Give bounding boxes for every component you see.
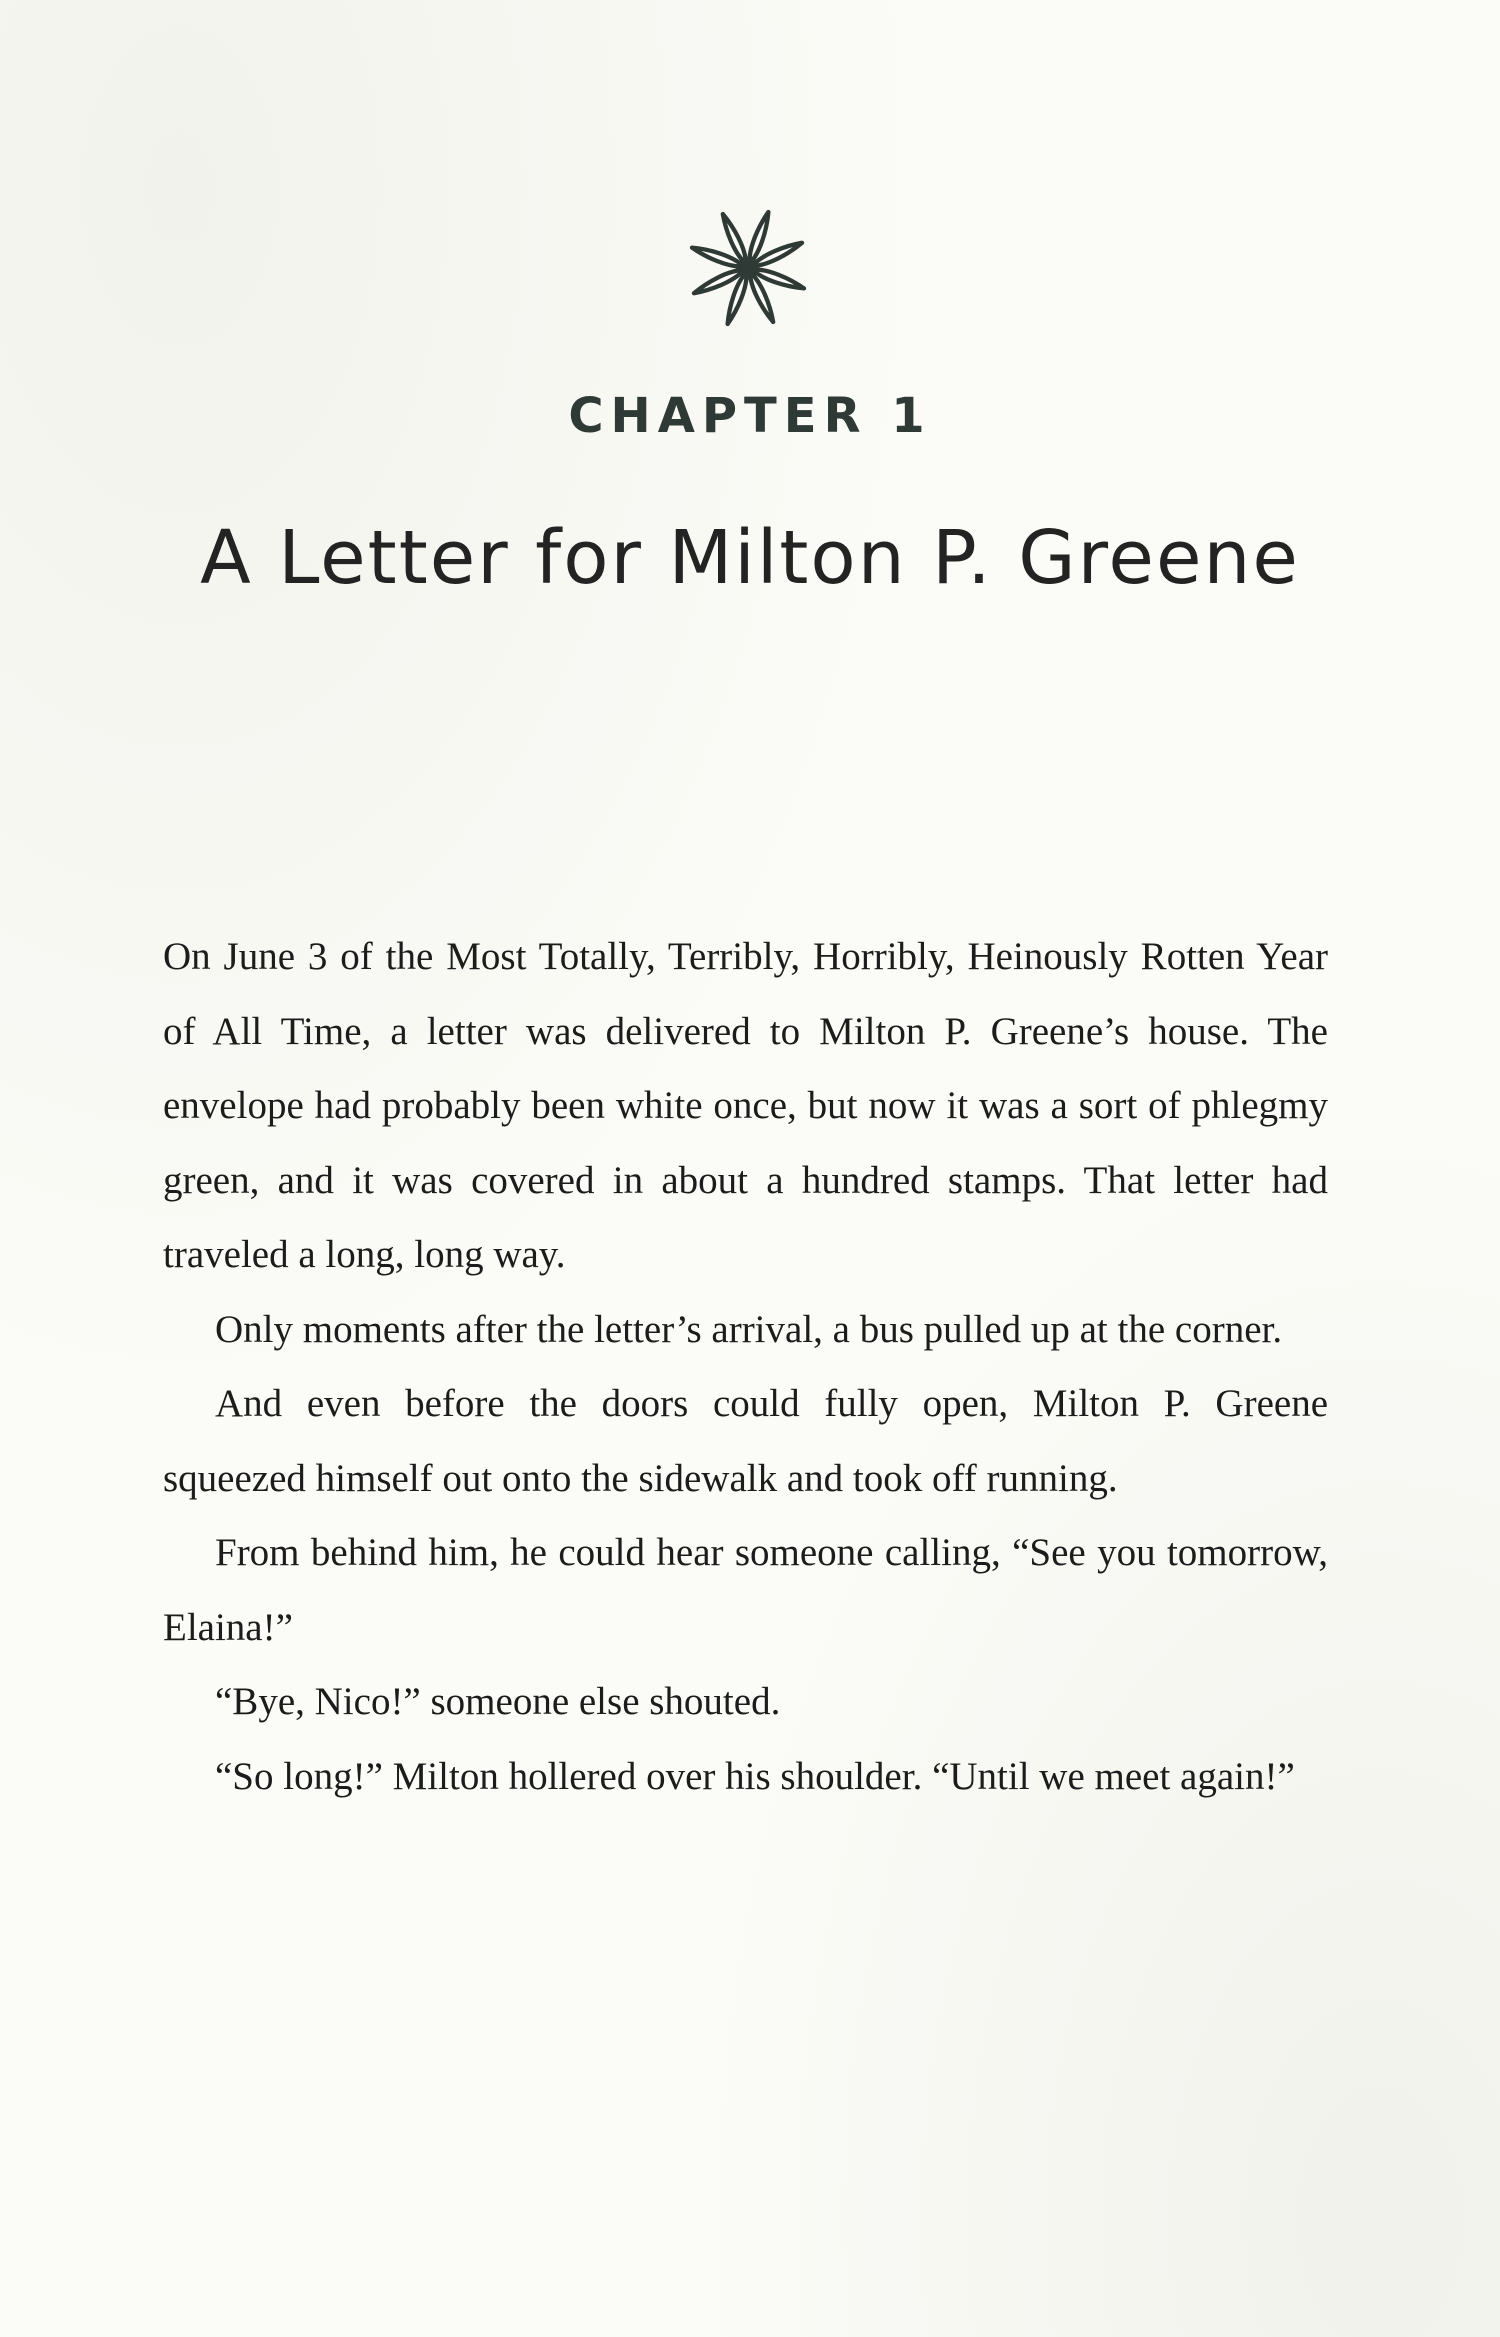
chapter-title: A Letter for Milton P. Greene — [200, 515, 1300, 601]
paragraph: From behind him, he could hear someone calling, “See you tomorrow, Elaina!” — [163, 1531, 1328, 1649]
paragraph: Only moments after the letter’s arrival, a bus pulled up at the corner. — [215, 1307, 1283, 1351]
paragraph: On June 3 of the Most Totally, Terribly, Horribly, Heinously Rotten Year of All Time, a letter was delivered to Milton P. Greene’s house. The envelope had probably been white once, but now it was a sort of phlegmy green, and it was covered in about a hundred stamps. That letter had traveled a long, long way. — [163, 935, 1328, 1276]
chapter-number: CHAPTER 1 — [568, 388, 932, 444]
paragraph: “So long!” Milton hollered over his shoulder. “Until we meet again!” — [215, 1754, 1295, 1798]
flower-ornament-icon — [683, 203, 813, 333]
chapter-body — [163, 920, 1328, 1814]
paragraph: “Bye, Nico!” someone else shouted. — [215, 1680, 781, 1723]
paragraph: And even before the doors could fully open, Milton P. Greene squeezed himself out onto the sidewalk and took off running. — [163, 1382, 1328, 1500]
